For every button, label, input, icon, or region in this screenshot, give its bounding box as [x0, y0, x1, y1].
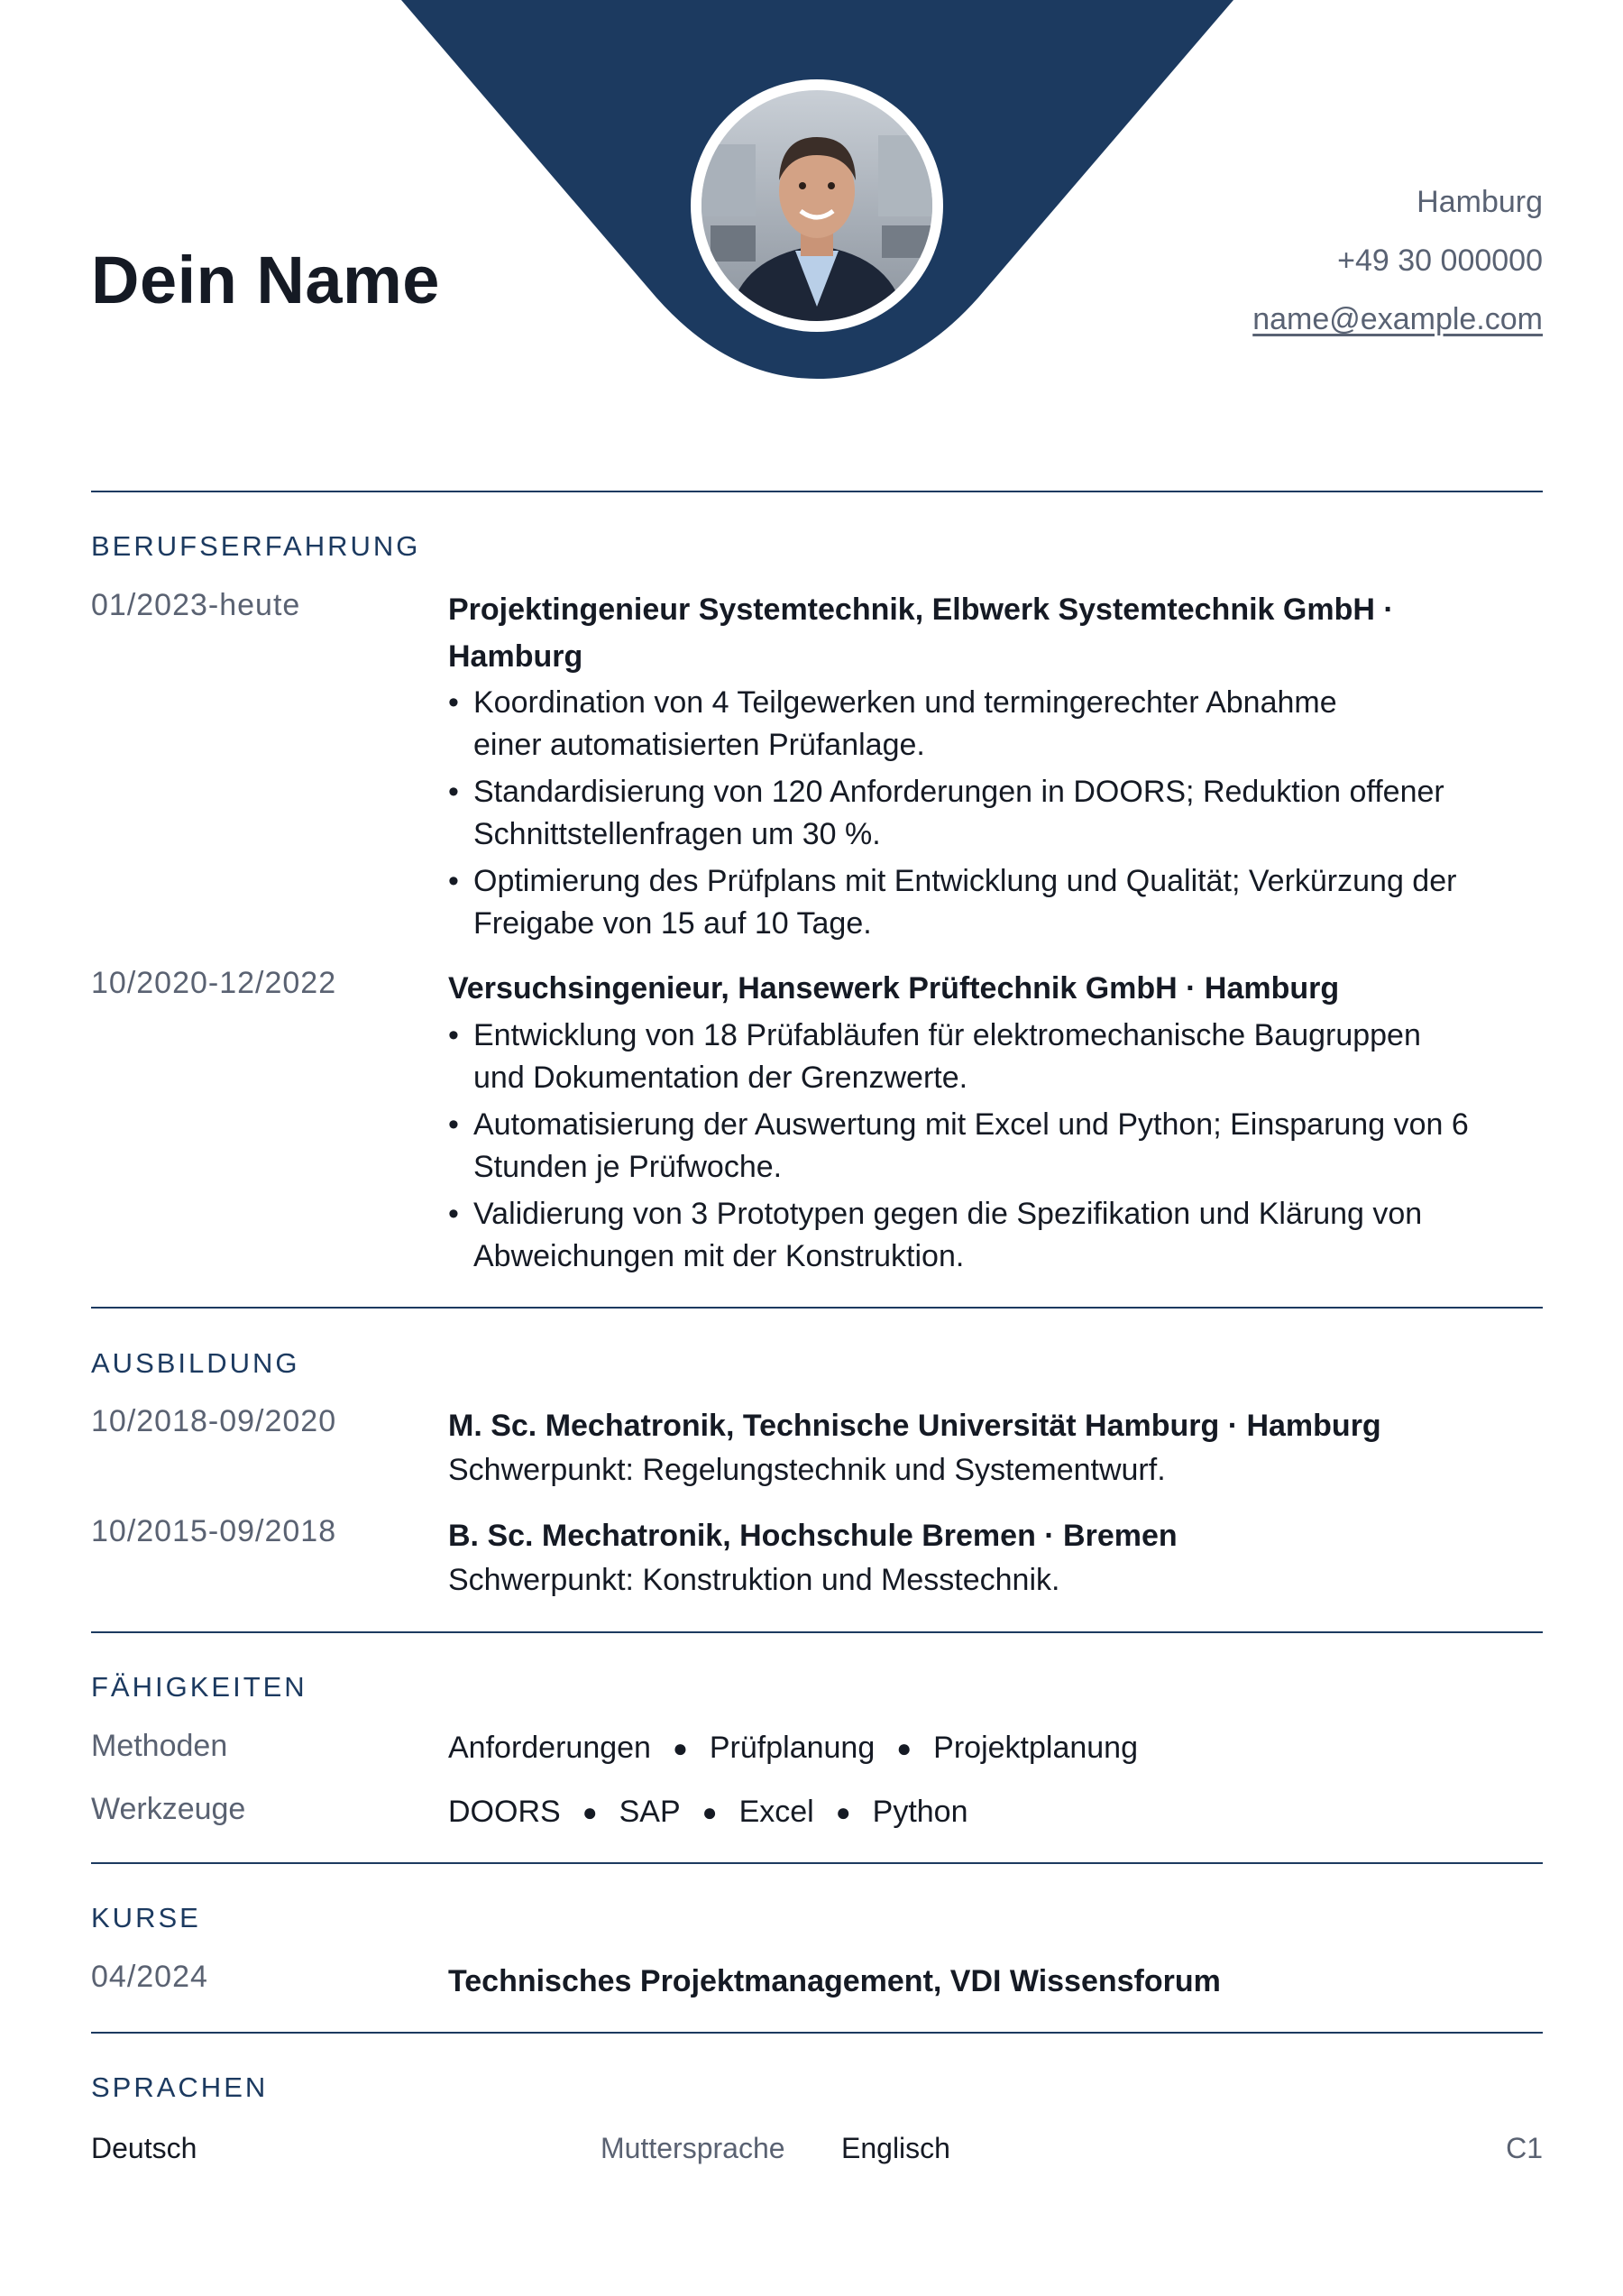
section-title-courses: KURSE: [91, 1902, 201, 1933]
experience-role: [448, 586, 1394, 680]
section-title-education: AUSBILDUNG: [91, 1347, 300, 1379]
education-date: 10/2015-09/2018: [91, 1514, 337, 1548]
skills-methods-list: [448, 1731, 1138, 1766]
separator-dot-icon: ●: [896, 1733, 912, 1762]
separator-dot-icon: ●: [582, 1797, 598, 1826]
experience-bullets: [448, 682, 1548, 950]
education-detail: Schwerpunkt: Konstruktion und Messtechnik.: [448, 1563, 1060, 1597]
section-title-experience: BERUFSERFAHRUNG: [91, 530, 421, 562]
education-degree: M. Sc. Mechatronik, Technische Universität Hamburg · Hamburg: [448, 1409, 1381, 1443]
education-degree: B. Sc. Mechatronik, Hochschule Bremen · Bremen: [448, 1519, 1178, 1553]
language-level: Muttersprache: [601, 2132, 785, 2164]
skill-item: Excel: [738, 1795, 814, 1829]
skills-tools-list: [448, 1795, 968, 1830]
experience-role-location: Hamburg: [448, 639, 583, 674]
section-divider: [91, 2032, 1543, 2034]
skill-item: Projektplanung: [933, 1731, 1138, 1765]
language-name: Deutsch: [91, 2132, 197, 2164]
skill-item: Anforderungen: [448, 1731, 651, 1765]
experience-role: [448, 965, 1339, 1012]
candidate-name: Dein Name: [91, 243, 440, 317]
experience-bullets: [448, 1015, 1548, 1282]
contact-block: [1252, 173, 1543, 349]
education-date: 10/2018-09/2020: [91, 1404, 337, 1438]
skills-label: Werkzeuge: [91, 1792, 246, 1826]
education-detail: Schwerpunkt: Regelungstechnik und Systementwurf.: [448, 1453, 1166, 1487]
profile-photo: [701, 90, 932, 321]
section-divider: [91, 1631, 1543, 1633]
separator-dot-icon: ●: [835, 1797, 851, 1826]
course-date: 04/2024: [91, 1960, 208, 1994]
section-divider: [91, 1862, 1543, 1864]
language-name: Englisch: [841, 2132, 950, 2164]
contact-phone[interactable]: +49 30 000000: [1337, 243, 1543, 278]
separator-dot-icon: ●: [672, 1733, 688, 1762]
section-divider: [91, 1307, 1543, 1309]
language-level: C1: [1506, 2132, 1543, 2164]
experience-date: 10/2020-12/2022: [91, 966, 337, 1000]
list-item: • Optimierung des Prüfplans mit Entwicklung und Qualität; Verkürzung der Freigabe von 15 auf 10 Tage.: [448, 864, 1457, 941]
list-item: • Standardisierung von 120 Anforderungen in DOORS; Reduktion offener Schnittstellenfragen um 30 %.: [448, 775, 1444, 851]
experience-date: 01/2023-heute: [91, 588, 301, 622]
experience-role-line: Versuchsingenieur, Hansewerk Prüftechnik GmbH · Hamburg: [448, 971, 1340, 1006]
list-item: • Automatisierung der Auswertung mit Excel und Python; Einsparung von 6 Stunden je Prüfwoche.: [448, 1107, 1469, 1184]
section-divider: [91, 491, 1543, 492]
section-title-languages: SPRACHEN: [91, 2071, 269, 2103]
experience-role-line: Projektingenieur Systemtechnik, Elbwerk Systemtechnik GmbH ·: [448, 592, 1394, 627]
skill-item: DOORS: [448, 1795, 561, 1829]
skill-item: SAP: [619, 1795, 681, 1829]
course-name: Technisches Projektmanagement, VDI Wissensforum: [448, 1964, 1221, 1998]
section-title-skills: FÄHIGKEITEN: [91, 1671, 307, 1703]
skill-item: Python: [872, 1795, 968, 1829]
list-item: • Entwicklung von 18 Prüfabläufen für elektromechanische Baugruppen und Dokumentation der Grenzwerte.: [448, 1018, 1421, 1095]
contact-email-link[interactable]: name@example.com: [1252, 302, 1543, 336]
separator-dot-icon: ●: [701, 1797, 718, 1826]
contact-city: Hamburg: [1417, 185, 1543, 219]
list-item: • Koordination von 4 Teilgewerken und termingerechter Abnahme einer automatisierten Prüfanlage.: [448, 685, 1337, 762]
list-item: • Validierung von 3 Prototypen gegen die Spezifikation und Klärung von Abweichungen mit der Konstruktion.: [448, 1197, 1423, 1273]
skill-item: Prüfplanung: [709, 1731, 876, 1765]
skills-label: Methoden: [91, 1729, 228, 1763]
profile-photo-frame: [691, 79, 943, 332]
